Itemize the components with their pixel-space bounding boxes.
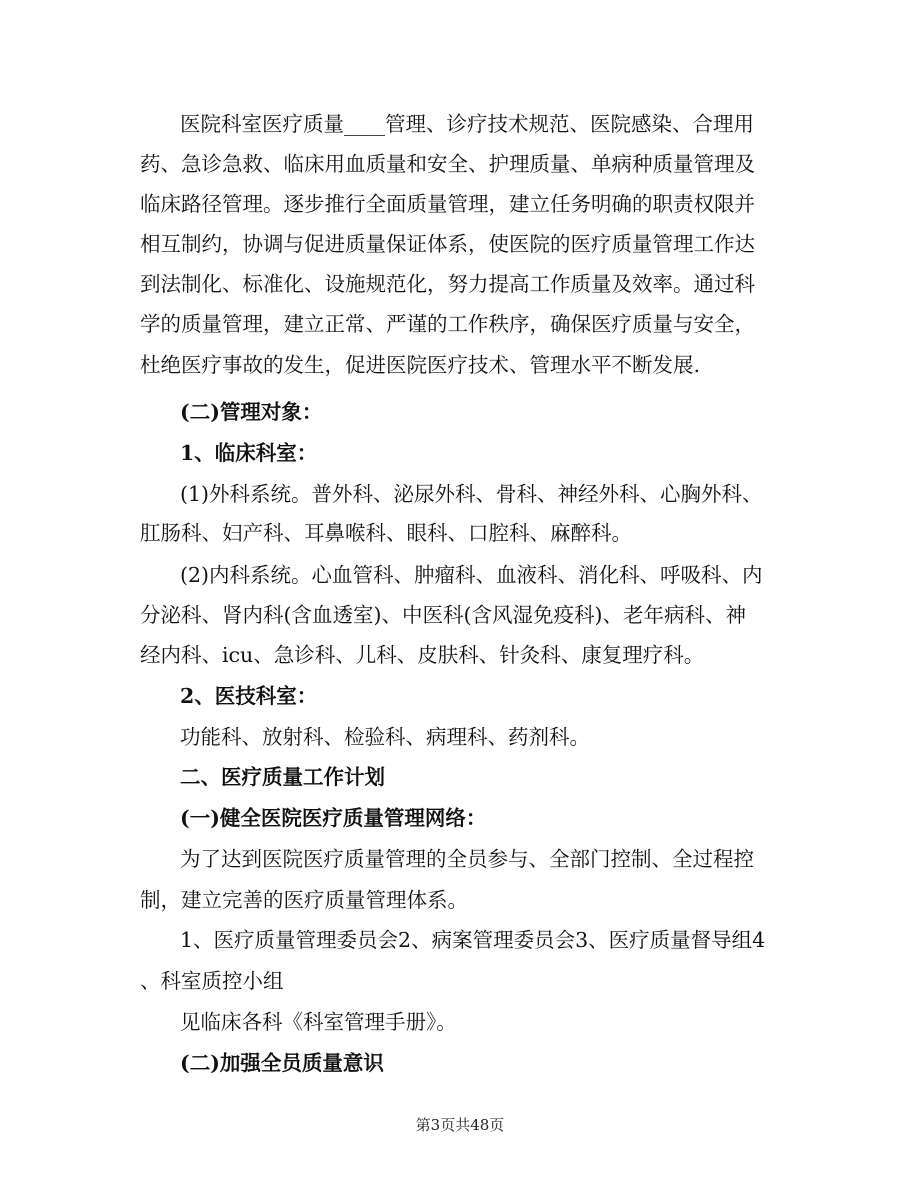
paragraph-line: 药、急诊急救、临床用血质量和安全、护理质量、单病种质量管理及 bbox=[140, 152, 755, 176]
section-heading: (二)加强全员质量意识 bbox=[180, 1051, 384, 1075]
subsection-heading: 1、临床科室： bbox=[180, 441, 318, 465]
paragraph-line: (2)内科系统。心血管科、肿瘤科、血液科、消化科、呼吸科、内 bbox=[180, 563, 763, 587]
paragraph-line: 、科室质控小组 bbox=[140, 969, 284, 993]
paragraph-line: 医院科室医疗质量____管理、诊疗技术规范、医院感染、合理用 bbox=[180, 112, 754, 136]
paragraph-line: 制，建立完善的医疗质量管理体系。 bbox=[140, 888, 468, 912]
section-heading: (二)管理对象： bbox=[180, 400, 323, 424]
section-heading: (一)健全医院医疗质量管理网络： bbox=[180, 806, 487, 830]
page-number: 第3页共48页 bbox=[415, 1116, 505, 1134]
paragraph-line: 见临床各科《科室管理手册》。 bbox=[180, 1010, 457, 1034]
subsection-heading: 2、医技科室： bbox=[180, 684, 318, 708]
chapter-heading: 二、医疗质量工作计划 bbox=[180, 765, 385, 789]
paragraph-line: (1)外科系统。普外科、泌尿外科、骨科、神经外科、心胸外科、 bbox=[180, 482, 763, 506]
paragraph-line: 临床路径管理。逐步推行全面质量管理，建立任务明确的职责权限并 bbox=[140, 192, 755, 216]
paragraph-line: 经内科、icu、急诊科、儿科、皮肤科、针灸科、康复理疗科。 bbox=[140, 643, 705, 667]
paragraph-line: 肛肠科、妇产科、耳鼻喉科、眼科、口腔科、麻醉科。 bbox=[140, 521, 632, 545]
paragraph-line: 学的质量管理，建立正常、严谨的工作秩序，确保医疗质量与安全， bbox=[140, 312, 755, 336]
paragraph-line: 杜绝医疗事故的发生，促进医院医疗技术、管理水平不断发展. bbox=[140, 353, 701, 377]
paragraph-line: 相互制约，协调与促进质量保证体系，使医院的医疗质量管理工作达 bbox=[140, 232, 755, 256]
paragraph-line: 功能科、放射科、检验科、病理科、药剂科。 bbox=[180, 725, 590, 749]
paragraph-line: 到法制化、标准化、设施规范化，努力提高工作质量及效率。通过科 bbox=[140, 272, 755, 296]
paragraph-line: 分泌科、肾内科(含血透室)、中医科(含风湿免疫科)、老年病科、神 bbox=[140, 603, 746, 627]
paragraph-line: 1、医疗质量管理委员会2、病案管理委员会3、医疗质量督导组4 bbox=[180, 928, 766, 952]
paragraph-line: 为了达到医院医疗质量管理的全员参与、全部门控制、全过程控 bbox=[180, 847, 754, 871]
